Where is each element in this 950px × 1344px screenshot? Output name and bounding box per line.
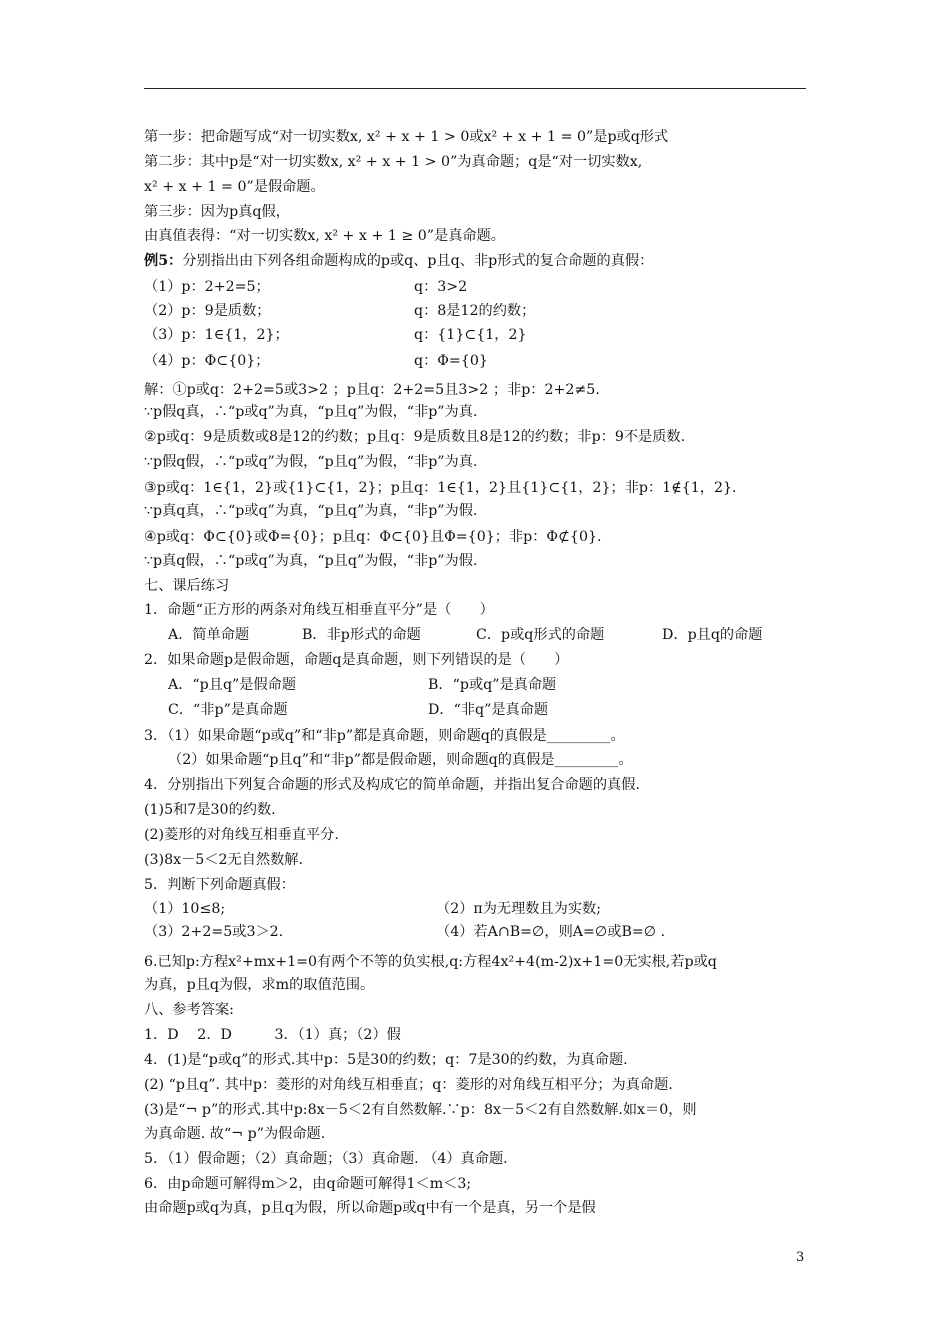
q3-line-2: （2）如果命题“p且q”和“非p”都是假命题，则命题q的真假是_________。	[168, 752, 633, 768]
example-row-4-q: q：Φ={0}	[414, 353, 488, 369]
section8-heading: 八、参考答案:	[144, 1002, 234, 1018]
q2-option-b: B．“p或q”是真命题	[428, 677, 557, 693]
q2-option-a: A．“p且q”是假命题	[168, 677, 297, 693]
solution-line-8: ∵p真q假，∴“p或q”为真，“p且q”为假，“非p”为假.	[144, 553, 478, 569]
q4-stem: 4．分别指出下列复合命题的形式及构成它的简单命题，并指出复合命题的真假.	[144, 777, 640, 793]
example5-line	[144, 252, 653, 270]
step1-line: 第一步：把命题写成“对一切实数x, x² + x + 1 > 0或x² + x + 1 = 0”是p或q形式	[144, 129, 669, 145]
page-number: 3	[796, 1250, 805, 1265]
q6-line-2: 为真，p且q为假，求m的取值范围。	[144, 977, 375, 993]
solution-line-4: ∵p假q假，∴“p或q”为假，“p且q”为假，“非p”为真.	[144, 454, 478, 470]
q2-option-c: C．“非p”是真命题	[168, 702, 288, 718]
step3-line: 第三步：因为p真q假，	[144, 204, 290, 220]
example-row-1-q: q：3>2	[414, 279, 468, 295]
q1-option-d: D．p且q的命题	[662, 627, 763, 643]
q3-line-1: 3．（1）如果命题“p或q”和“非p”都是真命题，则命题q的真假是_________。	[144, 728, 625, 744]
q1-option-a: A．简单命题	[168, 627, 250, 643]
q5-item-4: （4）若A∩B=∅，则A=∅或B=∅ .	[436, 924, 666, 940]
step2-line: 第二步：其中p是“对一切实数x, x² + x + 1 > 0”为真命题；q是“对一切实数x,	[144, 154, 643, 170]
section7-heading: 七、课后练习	[144, 578, 230, 594]
solution-line-6: ∵p真q真，∴“p或q”为真，“p且q”为真，“非p”为假.	[144, 503, 478, 519]
answer-line-2: 4．(1)是“p或q”的形式.其中p：5是30的约数；q：7是30的约数，为真命题.	[144, 1052, 628, 1068]
example-row-3-q: q：{1}⊂{1，2}	[414, 327, 527, 343]
q1-option-c: C．p或q形式的命题	[476, 627, 605, 643]
solution-line-2: ∵p假q真，∴“p或q”为真，“p且q”为假，“非p”为真.	[144, 404, 478, 420]
example-row-1-p: （1）p：2+2=5；	[144, 279, 270, 295]
example5-text: 分别指出由下列各组命题构成的p或q、p且q、非p形式的复合命题的真假：	[182, 253, 654, 269]
answer-line-1: 1．D 2．D 3．（1）真；（2）假	[144, 1027, 401, 1043]
solution-line-7: ④p或q：Φ⊂{0}或Φ={0}；p且q：Φ⊂{0}且Φ={0}；非p：Φ⊄{0}.	[144, 529, 602, 545]
q2-stem: 2．如果命题p是假命题，命题q是真命题，则下列错误的是（ ）	[144, 652, 569, 668]
example-row-2-p: （2）p：9是质数；	[144, 303, 271, 319]
example-row-4-p: （4）p：Φ⊂{0}；	[144, 353, 270, 369]
header-rule	[144, 88, 806, 89]
q5-item-1: （1）10≤8;	[144, 901, 226, 917]
truth-table-line: 由真值表得：“对一切实数x, x² + x + 1 ≥ 0”是真命题。	[144, 228, 505, 244]
q5-item-3: （3）2+2=5或3＞2.	[144, 924, 284, 940]
solution-line-5: ③p或q：1∈{1，2}或{1}⊂{1，2}；p且q：1∈{1，2}且{1}⊂{1，2}；非p：1∉{1，2}.	[144, 480, 737, 496]
answer-line-8: 由命题p或q为真，p且q为假，所以命题p或q中有一个是真，另一个是假	[144, 1200, 596, 1216]
step2-cont-line: x² + x + 1 = 0”是假命题。	[144, 179, 325, 195]
q2-option-d: D．“非q”是真命题	[428, 702, 549, 718]
q1-stem: 1．命题“正方形的两条对角线互相垂直平分”是（ ）	[144, 602, 494, 618]
answer-line-5: 为真命题. 故“¬ p”为假命题.	[144, 1126, 326, 1142]
solution-line-1: 解：①p或q：2+2=5或3>2 ；p且q：2+2=5且3>2 ；非p：2+2≠5.	[144, 382, 600, 398]
example-row-2-q: q：8是12的约数；	[414, 303, 536, 319]
answer-line-6: 5．（1）假命题；（2）真命题；（3）真命题. （4）真命题.	[144, 1151, 508, 1167]
q4-item-3: (3)8x－5＜2无自然数解.	[144, 852, 304, 868]
q4-item-2: (2)菱形的对角线互相垂直平分.	[144, 827, 339, 843]
example5-label: 例5：	[144, 253, 183, 269]
q5-item-2: （2）π为无理数且为实数;	[436, 901, 602, 917]
q1-option-b: B．非p形式的命题	[302, 627, 421, 643]
q5-stem: 5．判断下列命题真假：	[144, 877, 295, 893]
solution-line-3: ②p或q：9是质数或8是12的约数；p且q：9是质数且8是12的约数；非p：9不是质数.	[144, 429, 686, 445]
answer-line-3: (2) “p且q”. 其中p：菱形的对角线互相垂直；q：菱形的对角线互相平分；为真命题.	[144, 1077, 673, 1093]
q6-line-1: 6.已知p:方程x²+mx+1=0有两个不等的负实根,q:方程4x²+4(m-2)x+1=0无实根,若p或q	[144, 954, 717, 970]
example-row-3-p: （3）p：1∈{1，2}；	[144, 327, 289, 343]
answer-line-7: 6．由p命题可解得m＞2，由q命题可解得1＜m＜3;	[144, 1176, 472, 1192]
q4-item-1: (1)5和7是30的约数.	[144, 802, 276, 818]
answer-line-4: (3)是“¬ p”的形式.其中p:8x－5＜2有自然数解.∵p：8x－5＜2有自然数解.如x＝0，则	[144, 1102, 697, 1118]
